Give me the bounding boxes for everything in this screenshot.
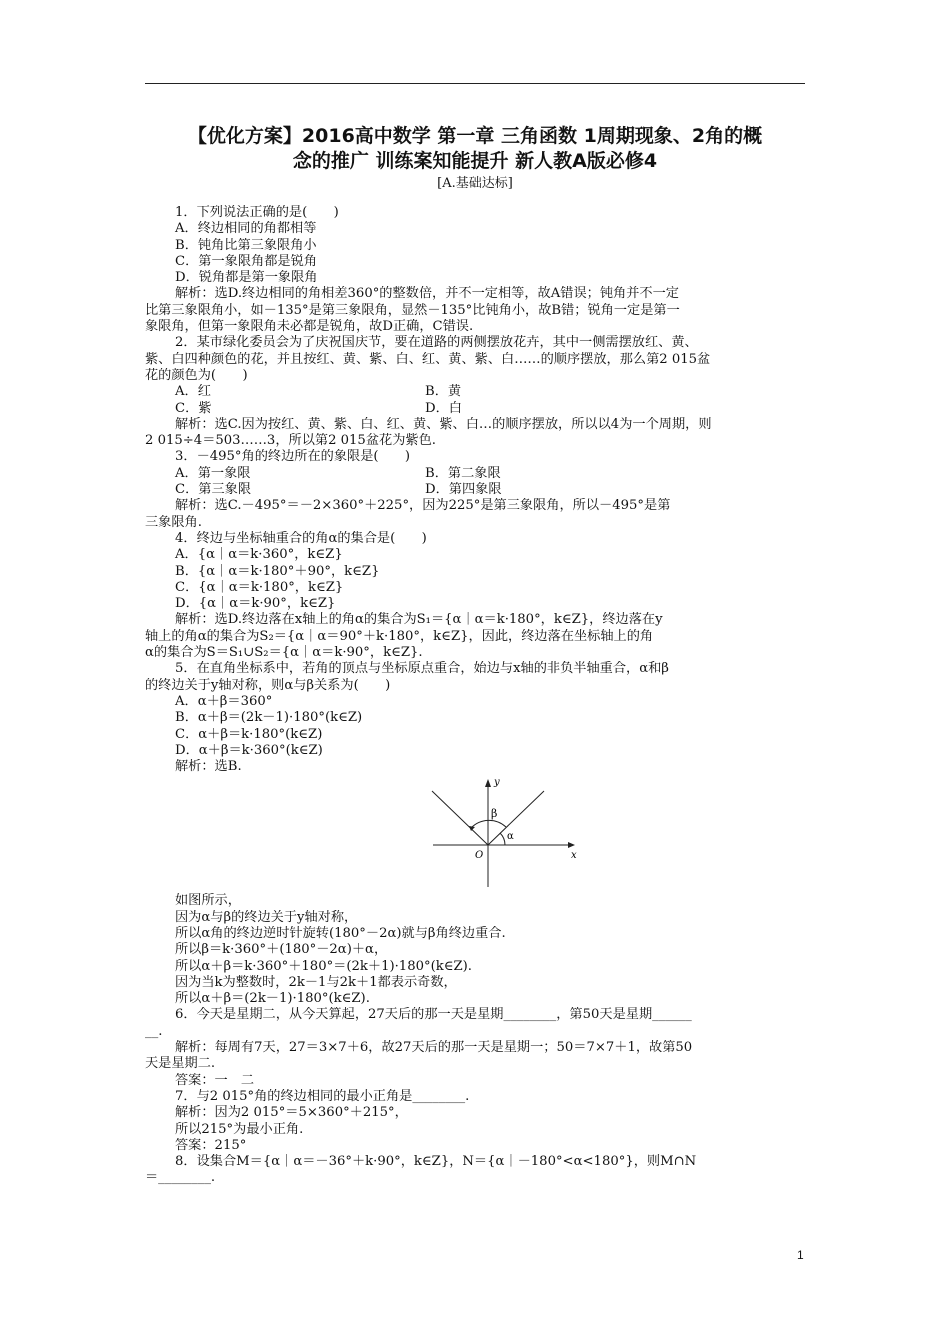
block-c (145, 498, 805, 775)
text-line: 5．在直角坐标系中，若角的顶点与坐标原点重合，始边与x轴的非负半轴重合，α和β (175, 661, 669, 677)
text-line: A．终边相同的角都相等 (175, 221, 317, 237)
text-line: C．{α｜α＝k·180°，k∈Z} (175, 579, 344, 595)
x-axis-arrow (568, 842, 575, 848)
text-line: D．{α｜α＝k·90°，k∈Z} (175, 596, 336, 612)
q2-options (145, 384, 805, 417)
beta-label: β (491, 807, 498, 821)
option-item: C．紫 (175, 400, 212, 416)
text-line: 1．下列说法正确的是( ) (175, 205, 339, 220)
text-line: 2 015÷4＝503……3，所以第2 015盆花为紫色. (145, 433, 436, 449)
angle-diagram (428, 777, 578, 889)
text-line: 三象限角. (145, 514, 202, 530)
text-line: 3．－495°角的终边所在的象限是( ) (175, 449, 411, 465)
text-line: B．{α｜α＝k·180°＋90°，k∈Z} (175, 563, 380, 579)
text-line: 所以215°为最小正角. (175, 1121, 304, 1137)
option-item: D．第四象限 (425, 482, 502, 498)
text-line: 因为α与β的终边关于y轴对称， (175, 909, 358, 925)
text-line: 7．与2 015°角的终边相同的最小正角是________. (175, 1088, 470, 1104)
text-line: 比第三象限角小，如－135°是第三象限角，显然－135°比钝角小，故B错；锐角一定是第一 (145, 302, 680, 318)
y-axis-label: y (494, 777, 500, 789)
text-line: 象限角，但第一象限角未必都是锐角，故D正确，C错误. (145, 319, 474, 335)
text-line: B．α＋β＝(2k－1)·180°(k∈Z) (175, 710, 363, 726)
text-line: 轴上的角α的集合为S₂＝{α｜α＝90°＋k·180°，k∈Z}，因此，终边落在坐标轴上的角 (145, 628, 654, 644)
option-item: A．第一象限 (175, 465, 251, 481)
text-line: 紫、白四种颜色的花，并且按红、黄、紫、白、红、黄、紫、白……的顺序摆放，那么第2 015盆 (145, 351, 711, 367)
option-row (145, 401, 805, 417)
title-line-2: 念的推广 训练案知能提升 新人教A版必修4 (292, 150, 658, 172)
beta-terminal-side (432, 791, 488, 845)
text-line: 答案：215° (175, 1137, 247, 1153)
text-line: 所以α＋β＝k·360°＋180°＝(2k＋1)·180°(k∈Z). (175, 958, 472, 974)
text-line: 如图所示， (175, 893, 241, 909)
text-line: 因为当k为整数时，2k－1与2k＋1都表示奇数， (175, 974, 457, 990)
block-d (145, 893, 805, 1186)
y-axis-arrow (485, 779, 491, 787)
origin-label: O (475, 850, 484, 862)
section-heading: [A.基础达标] (437, 176, 513, 191)
title-line-1: 【优化方案】2016高中数学 第一章 三角函数 1周期现象、2角的概 (187, 125, 763, 147)
option-item: D．白 (425, 400, 462, 416)
option-row (145, 482, 805, 498)
text-line: 解析：因为2 015°＝5×360°＋215°， (175, 1105, 408, 1121)
text-line: C．α＋β＝k·180°(k∈Z) (175, 726, 323, 742)
text-line: 所以α＋β＝(2k－1)·180°(k∈Z). (175, 991, 370, 1007)
text-line: 4．终边与坐标轴重合的角α的集合是( ) (175, 530, 427, 546)
alpha-arc (500, 833, 505, 845)
text-line: A．α＋β＝360° (175, 693, 273, 709)
text-line: 6．今天是星期二，从今天算起，27天后的那一天是星期________，第50天是星期______ (175, 1007, 692, 1023)
page-number: 1 (797, 1248, 804, 1262)
text-line: 花的颜色为( ) (145, 367, 248, 383)
text-line: 天是星期二. (145, 1056, 216, 1072)
text-line: α的集合为S＝S₁∪S₂＝{α｜α＝k·90°，k∈Z}. (145, 645, 423, 661)
text-line: 解析：每周有7天，27＝3×7＋6，故27天后的那一天是星期一；50＝7×7＋1，故第50 (175, 1040, 693, 1056)
text-line: 所以α角的终边逆时针旋转(180°－2α)就与β角终边重合. (175, 925, 506, 941)
option-item: C．第三象限 (175, 482, 252, 498)
text-line: 2．某市绿化委员会为了庆祝国庆节，要在道路的两侧摆放花卉，其中一侧需摆放红、黄、 (175, 335, 698, 351)
text-line: D．锐角都是第一象限角 (175, 270, 318, 286)
text-line: B．钝角比第三象限角小 (175, 237, 317, 253)
document-title (145, 124, 805, 174)
alpha-label: α (507, 831, 514, 843)
option-item: B．第二象限 (425, 465, 501, 481)
option-row (145, 384, 805, 400)
text-line: 8．设集合M＝{α｜α＝－36°＋k·90°，k∈Z}，N＝{α｜－180°<α<180°}，则M∩N (175, 1154, 697, 1170)
text-line: D．α＋β＝k·360°(k∈Z) (175, 742, 323, 758)
document-body (145, 205, 805, 1187)
text-line: 所以β＝k·360°＋(180°－2α)＋α， (175, 942, 388, 958)
text-line: A．{α｜α＝k·360°，k∈Z} (175, 547, 343, 563)
text-line: 答案：一 二 (175, 1072, 255, 1088)
option-item: B．黄 (425, 384, 462, 400)
text-line: 解析：选C.－495°＝－2×360°＋225°，因为225°是第三象限角，所以－495°是第 (175, 498, 671, 514)
x-axis-label: x (571, 850, 577, 862)
text-line: 解析：选C.因为按红、黄、紫、白、红、黄、紫、白…的顺序摆放，所以以4为一个周期，则 (175, 416, 712, 432)
text-line: ＝________. (145, 1170, 216, 1186)
block-b (145, 417, 805, 466)
text-line: 的终边关于y轴对称，则α与β关系为( ) (145, 677, 391, 693)
text-line: 解析：选D.终边相同的角相差360°的整数倍，并不一定相等，故A错误；钝角并不一定 (175, 286, 679, 302)
angle-figure (145, 775, 805, 893)
option-item: A．红 (175, 384, 211, 400)
option-row (145, 466, 805, 482)
q3-options (145, 466, 805, 499)
text-line: __. (145, 1023, 163, 1039)
text-line: 解析：选B. (175, 759, 242, 775)
block-a (145, 205, 805, 384)
text-line: 解析：选D.终边落在x轴上的角α的集合为S₁＝{α｜α＝k·180°，k∈Z}，终边落在y (175, 612, 663, 628)
header-rule (145, 83, 805, 84)
text-line: C．第一象限角都是锐角 (175, 253, 317, 269)
